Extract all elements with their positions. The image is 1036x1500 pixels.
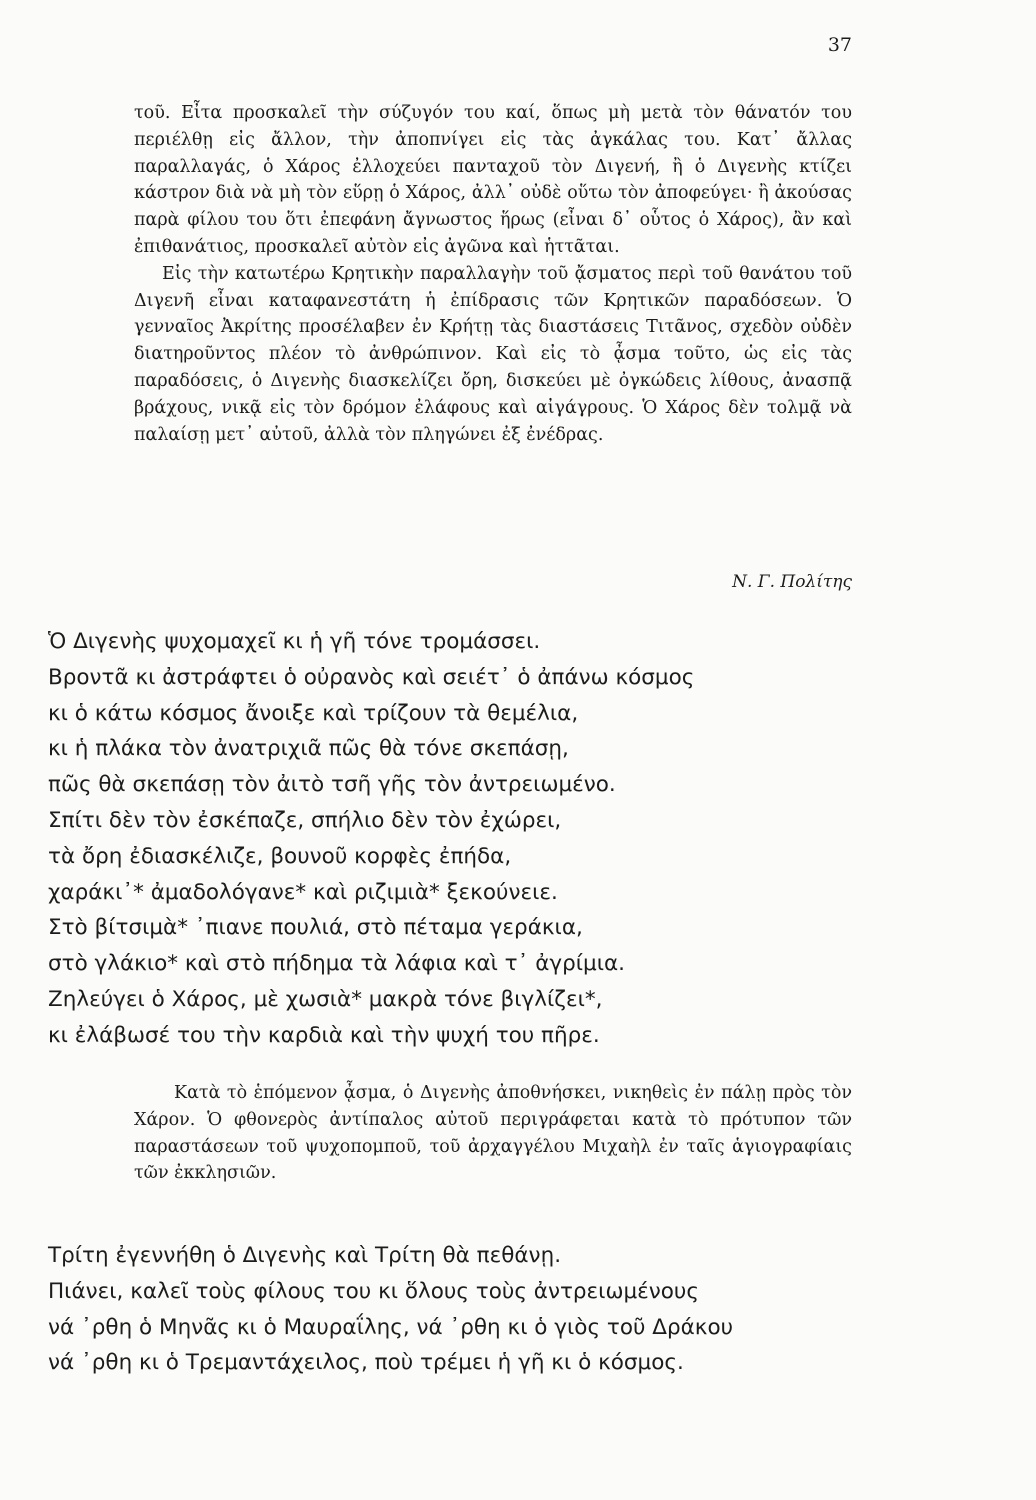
poem-line: τὰ ὄρη ἐδιασκέλιζε, βουνοῦ κορφὲς ἐπήδα, — [48, 843, 512, 869]
poem-line: χαράκι᾽* ἀμαδολόγανε* καὶ ριζιμιὰ* ξεκούνειε. — [48, 879, 558, 905]
poem-line: Σπίτι δὲν τὸν ἐσκέπαζε, σπήλιο δὲν τὸν ἐχώρει, — [48, 807, 562, 833]
poem-line: στὸ γλάκιο* καὶ στὸ πήδημα τὰ λάφια καὶ τ᾽ ἀγρίμια. — [48, 951, 625, 977]
page-number: 37 — [827, 34, 852, 56]
poem-line: κι ὁ κάτω κόσμος ἄνοιξε καὶ τρίζουν τὰ θεμέλια, — [48, 700, 579, 726]
mid-prose-paragraph: Κατὰ τὸ ἑπόμενον ᾆσμα, ὁ Διγενὴς ἀποθνήσκει, νικηθεὶς ἐν πάλῃ πρὸς τὸν Χάρον. Ὁ φθονερὸς ἀντίπαλος αὐτοῦ περιγράφεται κατὰ τὸ πρότυπον τῶν παραστάσεων τοῦ ψυχοπομποῦ, τοῦ ἀρχαγγέλου Μιχαὴλ ἐν ταῖς ἁγιογραφίαις τῶν ἐκκλησιῶν. — [134, 1083, 852, 1184]
poem-first-song — [48, 624, 828, 1054]
poem-line: νά ᾽ρθη ὁ Μηνᾶς κι ὁ Μαυραΐλης, νά ᾽ρθη κι ὁ γιὸς τοῦ Δράκου — [48, 1314, 734, 1340]
poem-line: πῶς θὰ σκεπάσῃ τὸν ἀιτὸ τσῆ γῆς τὸν ἀντρειωμένο. — [48, 772, 616, 798]
intro-paragraph-1: τοῦ. Εἶτα προσκαλεῖ τὴν σύζυγόν του καί, ὅπως μὴ μετὰ τὸν θάνατόν του περιέλθῃ εἰς ἄλλον, τὴν ἀποπνίγει εἰς τὰς ἀγκάλας του. Κατ᾽ ἄλλας παραλλαγάς, ὁ Χάρος ἐλλοχεύει πανταχοῦ τὸν Διγενή, ἢ ὁ Διγενὴς κτίζει κάστρον διὰ νὰ μὴ τὸν εὕρῃ ὁ Χάρος, ἀλλ᾽ οὐδὲ οὕτω τὸν ἀποφεύγει· ἢ ἀκούσας παρὰ φίλου του ὅτι ἐπεφάνη ἄγνωστος ἥρως (εἶναι δ᾽ οὗτος ὁ Χάρος), ἂν καὶ ἐπιθανάτιος, προσκαλεῖ αὐτὸν εἰς ἀγῶνα καὶ ἡττᾶται. — [134, 103, 852, 257]
poem-line: κι ἐλάβωσέ του τὴν καρδιὰ καὶ τὴν ψυχή του πῆρε. — [48, 1022, 600, 1048]
poem-line: Ζηλεύγει ὁ Χάρος, μὲ χωσιὰ* μακρὰ τόνε βιγλίζει*, — [48, 986, 603, 1012]
poem-line: Πιάνει, καλεῖ τοὺς φίλους του κι ὅλους τοὺς ἀντρειωμένους — [48, 1278, 699, 1304]
poem-line: νά ᾽ρθη κι ὁ Τρεμαντάχειλος, ποὺ τρέμει ἡ γῆ κι ὁ κόσμος. — [48, 1350, 684, 1376]
poem-line: Βροντᾶ κι ἀστράφτει ὁ οὐρανὸς καὶ σειέτ᾽ ὁ ἀπάνω κόσμος — [48, 664, 695, 690]
poem-line: Τρίτη ἐγεννήθη ὁ Διγενὴς καὶ Τρίτη θὰ πεθάνῃ. — [48, 1243, 562, 1268]
poem-line: κι ἡ πλάκα τὸν ἀνατριχιᾶ πῶς θὰ τόνε σκεπάσῃ, — [48, 736, 569, 762]
poem-line: Στὸ βίτσιμὰ* ᾽πιανε πουλιά, στὸ πέταμα γεράκια, — [48, 915, 583, 941]
intro-prose — [134, 100, 852, 448]
intro-paragraph-2: Εἰς τὴν κατωτέρω Κρητικὴν παραλλαγὴν τοῦ ᾄσματος περὶ τοῦ θανάτου τοῦ Διγενῆ εἶναι καταφανεστάτη ἡ ἐπίδρασις τῶν Κρητικῶν παραδόσεων. Ὁ γενναῖος Ἀκρίτης προσέλαβεν ἐν Κρήτῃ τὰς διαστάσεις Τιτᾶνος, σχεδὸν οὐδὲν διατηροῦντος πλέον τὸ ἀνθρώπινον. Καὶ εἰς τὸ ᾆσμα τοῦτο, ὡς εἰς τὰς παραδόσεις, ὁ Διγενὴς διασκελίζει ὄρη, δισκεύει μὲ ὀγκώδεις λίθους, ἀνασπᾷ βράχους, νικᾷ εἰς τὸν δρόμον ἐλάφους καὶ αἰγάγρους. Ὁ Χάρος δὲν τολμᾷ νὰ παλαίσῃ μετ᾽ αὐτοῦ, ἀλλὰ τὸν πληγώνει ἐξ ἐνέδρας. — [134, 263, 852, 445]
poem-line: Ὁ Διγενὴς ψυχομαχεῖ κι ἡ γῆ τόνε τρομάσσει. — [48, 629, 541, 654]
author-signature: Ν. Γ. Πολίτης — [732, 572, 852, 592]
poem-second-song — [48, 1238, 828, 1381]
